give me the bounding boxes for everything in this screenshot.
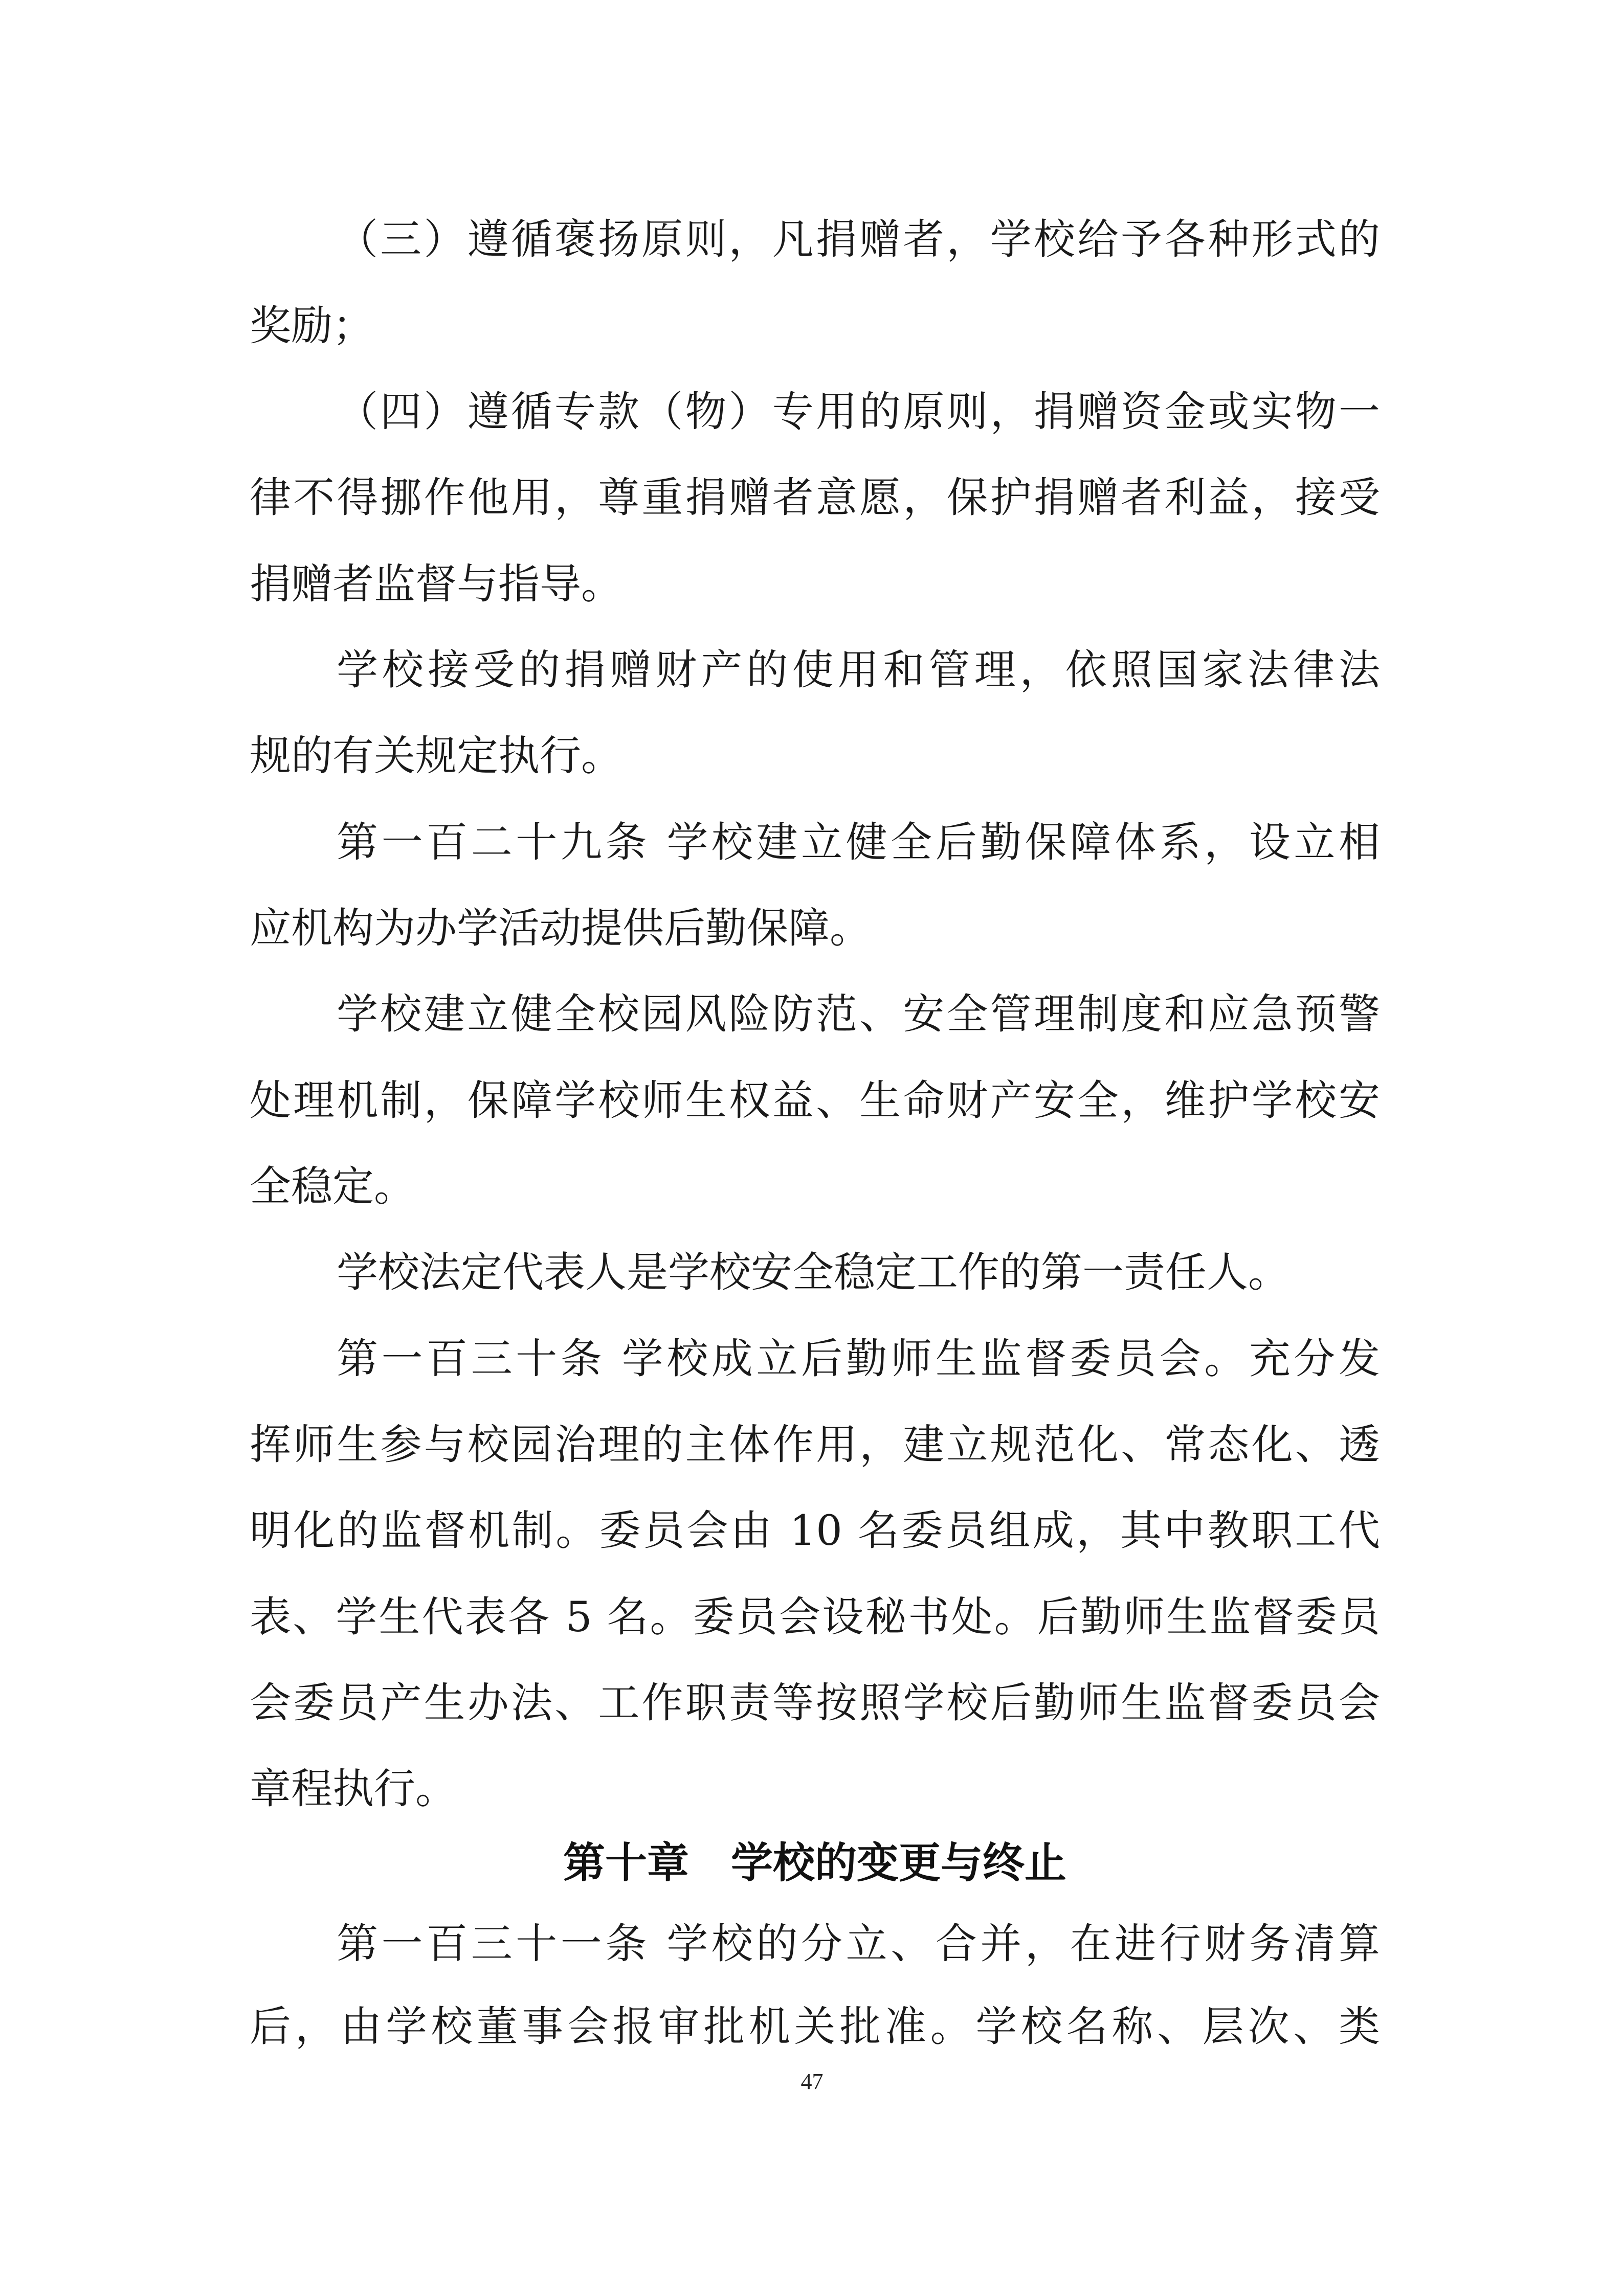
paragraph-line: 捐赠者监督与指导。 [250,560,623,609]
paragraph-line: （四）遵循专款（物）专用的原则，捐赠资金或实物一 [337,388,1380,436]
article-line: 第一百二十九条 学校建立健全后勤保障体系，设立相 [337,819,1380,867]
paragraph-line: 学校法定代表人是学校安全稳定工作的第一责任人。 [337,1249,1290,1297]
paragraph-line: 章程执行。 [250,1765,457,1813]
chapter-heading: 第十章 学校的变更与终止 [563,1839,1066,1887]
paragraph-line: 后，由学校董事会报审批机关批准。学校名称、层次、类 [250,2003,1380,2051]
paragraph-line: 明化的监督机制。委员会由 10 名委员组成，其中教职工代 [250,1507,1380,1555]
paragraph-line: 表、学生代表各 5 名。委员会设秘书处。后勤师生监督委员 [250,1593,1380,1641]
paragraph-line: 应机构为办学活动提供后勤保障。 [250,905,872,953]
paragraph-line: 奖励； [250,302,374,350]
paragraph-line: 学校建立健全校园风险防范、安全管理制度和应急预警 [337,991,1380,1039]
paragraph-line: 全稳定。 [250,1163,416,1211]
paragraph-line: 规的有关规定执行。 [250,732,623,780]
paragraph-line: 挥师生参与校园治理的主体作用，建立规范化、常态化、透 [250,1421,1380,1469]
article-line: 第一百三十一条 学校的分立、合并，在进行财务清算 [337,1920,1380,1968]
paragraph-line: 律不得挪作他用，尊重捐赠者意愿，保护捐赠者利益，接受 [250,474,1380,522]
paragraph-line: （三）遵循褒扬原则，凡捐赠者，学校给予各种形式的 [337,216,1380,264]
paragraph-line: 会委员产生办法、工作职责等按照学校后勤师生监督委员会 [250,1679,1380,1727]
article-line: 第一百三十条 学校成立后勤师生监督委员会。充分发 [337,1335,1380,1383]
paragraph-line: 处理机制，保障学校师生权益、生命财产安全，维护学校安 [250,1077,1380,1125]
paragraph-line: 学校接受的捐赠财产的使用和管理，依照国家法律法 [337,646,1380,694]
page-number: 47 [800,2069,824,2094]
